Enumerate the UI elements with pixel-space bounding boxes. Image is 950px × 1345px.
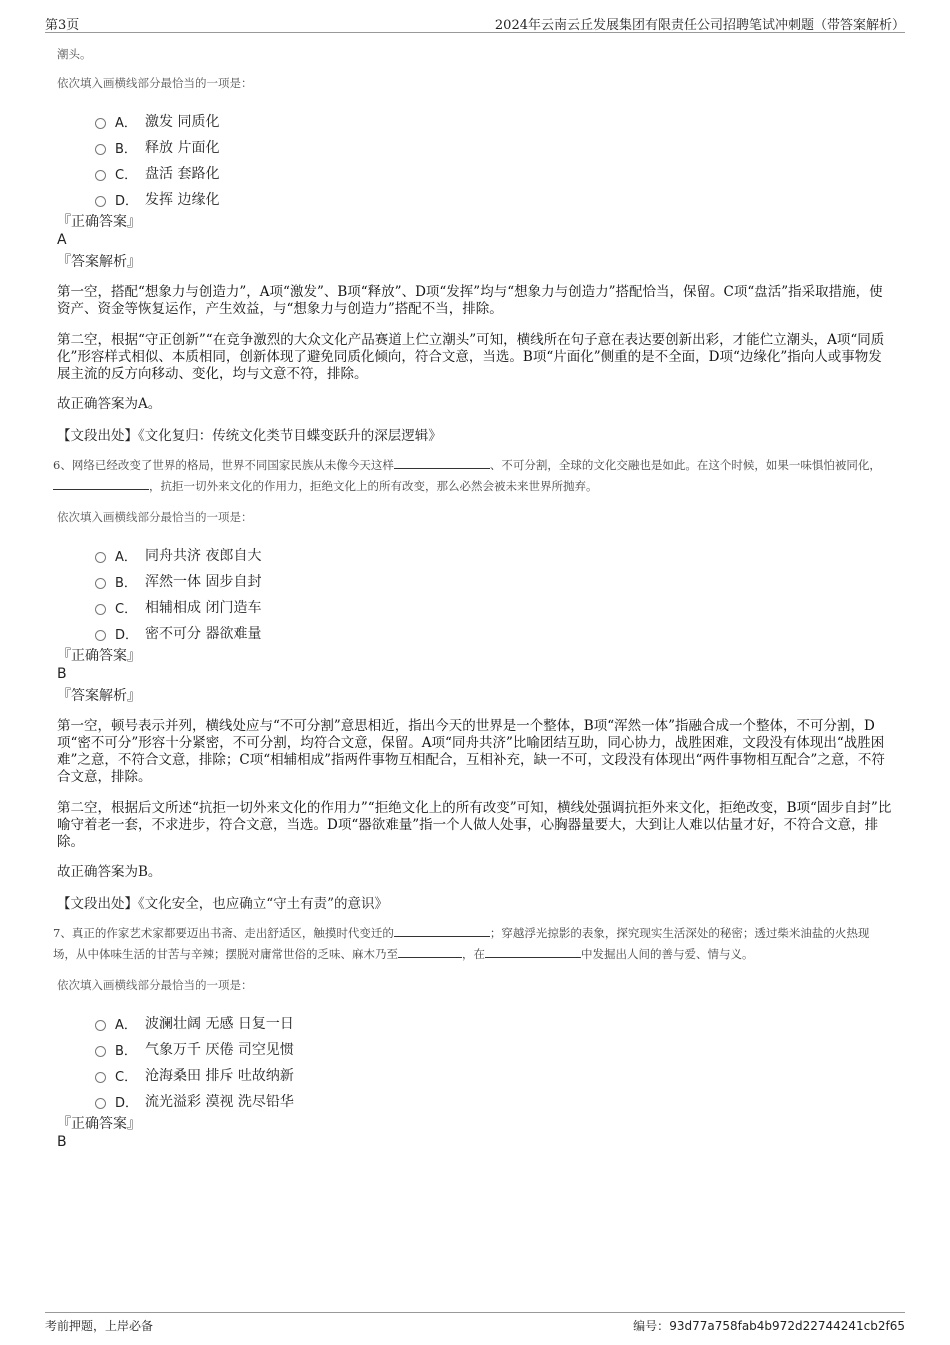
q7-option-c[interactable]: C． 沧海桑田 排斥 吐故纳新: [95, 1062, 892, 1088]
document-title: 2024年云南云丘发展集团有限责任公司招聘笔试冲刺题（带答案解析）: [494, 18, 905, 33]
q5-analysis-para-1: 第一空，搭配“想象力与创造力”，A项“激发”、B项“释放”、D项“发挥”均与“想象力与创造力”搭配恰当，保留。C项“盘活”指采取措施，使资产、资金等恢复运作，产生效益，与“想象力与创造力”搭配不当，排除。: [57, 284, 883, 317]
radio-button[interactable]: [95, 630, 106, 641]
document-code: 93d77a758fab4b972d22744241cb2f65: [669, 1319, 905, 1333]
radio-button[interactable]: [95, 1098, 106, 1109]
page-content: [53, 44, 892, 1150]
q7-option-b[interactable]: B． 气象万千 厌倦 司空见惯: [95, 1036, 892, 1062]
previous-question-tail: 潮头。: [57, 47, 92, 61]
q6-answer-tag: 『正确答案』: [57, 648, 141, 664]
radio-button[interactable]: [95, 170, 106, 181]
q7-prompt: 依次填入画横线部分最恰当的一项是：: [57, 978, 253, 992]
q7-option-a[interactable]: A． 波澜壮阔 无感 日复一日: [95, 1010, 892, 1036]
q5-option-b[interactable]: B． 释放 片面化: [95, 134, 892, 160]
radio-button[interactable]: [95, 196, 106, 207]
q7-answer-tag: 『正确答案』: [57, 1116, 141, 1132]
radio-button[interactable]: [95, 1020, 106, 1031]
footer-slogan: 考前押题，上岸必备: [45, 1319, 154, 1333]
q6-options: [95, 542, 892, 646]
q6-analysis-para-2: 第二空，根据后文所述“抗拒一切外来文化的作用力”“拒绝文化上的所有改变”可知，横线处强调抗拒外来文化，拒绝改变，B项“固步自封”比喻守着老一套，不求进步，符合文意，当选。D项“器欲难量”指一个人做人处事，心胸器量要大，大到让人难以估量才好，不符合文意，排除。: [57, 800, 892, 850]
q7-option-d[interactable]: D． 流光溢彩 漠视 洗尽铅华: [95, 1088, 892, 1114]
q5-prompt: 依次填入画横线部分最恰当的一项是：: [57, 76, 253, 90]
radio-button[interactable]: [95, 604, 106, 615]
q7-stem: 7、真正的作家艺术家都要迈出书斋、走出舒适区，触摸时代变迁的 ；穿越浮光掠影的表象，探究现实生活深处的秘密；透过柴米油盐的火热现场，从中体味生活的甘苦与辛辣；摆脱对庸常世俗的乏味、麻木乃至 ，在 中发掘出人间的善与爱、情与义。: [53, 926, 870, 961]
q5-conclusion: 故正确答案为A。: [57, 396, 162, 412]
q6-stem: 6、网络已经改变了世界的格局，世界不同国家民族从未像今天这样 、不可分割，全球的文化交融也是如此。在这个时候，如果一味惧怕被同化，，抗拒一切外来文化的作用力，拒绝文化上的所有改变，那么必然会被未来世界所抛弃。: [53, 458, 881, 493]
q6-conclusion: 故正确答案为B。: [57, 864, 162, 880]
q7-options: [95, 1010, 892, 1114]
q7-answer: B: [57, 1134, 67, 1150]
q5-answer: A: [57, 232, 67, 248]
q5-analysis-tag: 『答案解析』: [57, 254, 141, 270]
answer-blank: [53, 477, 149, 490]
page-footer: [45, 1312, 905, 1333]
q6-option-d[interactable]: D． 密不可分 器欲难量: [95, 620, 892, 646]
q5-source: 【文段出处】《文化复归：传统文化类节目蝶变跃升的深层逻辑》: [57, 428, 442, 444]
answer-blank: [398, 945, 462, 958]
q6-analysis-para-1: 第一空，顿号表示并列，横线处应与“不可分割”意思相近，指出今天的世界是一个整体，B项“浑然一体”指融合成一个整体，不可分割，D项“密不可分”形容十分紧密，不可分割，均符合文意，保留。A项“同舟共济”比喻团结互助，同心协力，战胜困难，文段没有体现出“战胜困难”之意，不符合文意，排除；C项“相辅相成”指两件事物互相配合，互相补充，缺一不可，文段没有体现出“两件事物相互配合”之意，不符合文意，排除。: [57, 718, 885, 785]
q6-answer: B: [57, 666, 67, 682]
q6-option-c[interactable]: C． 相辅相成 闭门造车: [95, 594, 892, 620]
q5-option-c[interactable]: C． 盘活 套路化: [95, 160, 892, 186]
q6-analysis-tag: 『答案解析』: [57, 688, 141, 704]
radio-button[interactable]: [95, 578, 106, 589]
radio-button[interactable]: [95, 1072, 106, 1083]
radio-button[interactable]: [95, 144, 106, 155]
q6-option-a[interactable]: A． 同舟共济 夜郎自大: [95, 542, 892, 568]
answer-blank: [394, 924, 490, 937]
q6-source: 【文段出处】《文化安全，也应确立“守土有责”的意识》: [57, 896, 389, 912]
answer-blank: [485, 945, 581, 958]
q5-option-a[interactable]: A． 激发 同质化: [95, 108, 892, 134]
radio-button[interactable]: [95, 118, 106, 129]
radio-button[interactable]: [95, 1046, 106, 1057]
q6-option-b[interactable]: B． 浑然一体 固步自封: [95, 568, 892, 594]
answer-blank: [394, 456, 490, 469]
q5-answer-tag: 『正确答案』: [57, 214, 141, 230]
q5-options: [95, 108, 892, 212]
footer-code: 编号：93d77a758fab4b972d22744241cb2f65: [633, 1319, 905, 1333]
q6-prompt: 依次填入画横线部分最恰当的一项是：: [57, 510, 253, 524]
page-header: [45, 14, 905, 33]
radio-button[interactable]: [95, 552, 106, 563]
page-number: 第3页: [45, 18, 80, 33]
q5-analysis-para-2: 第二空，根据“守正创新”“在竞争激烈的大众文化产品赛道上伫立潮头”可知，横线所在句子意在表达要创新出彩，才能伫立潮头，A项“同质化”形容样式相似、本质相同，创新体现了避免同质化倾向，符合文意，当选。B项“片面化”侧重的是不全面，D项“边缘化”指向人或事物发展主流的反方向移动、变化，均与文意不符，排除。: [57, 332, 885, 382]
q5-option-d[interactable]: D． 发挥 边缘化: [95, 186, 892, 212]
